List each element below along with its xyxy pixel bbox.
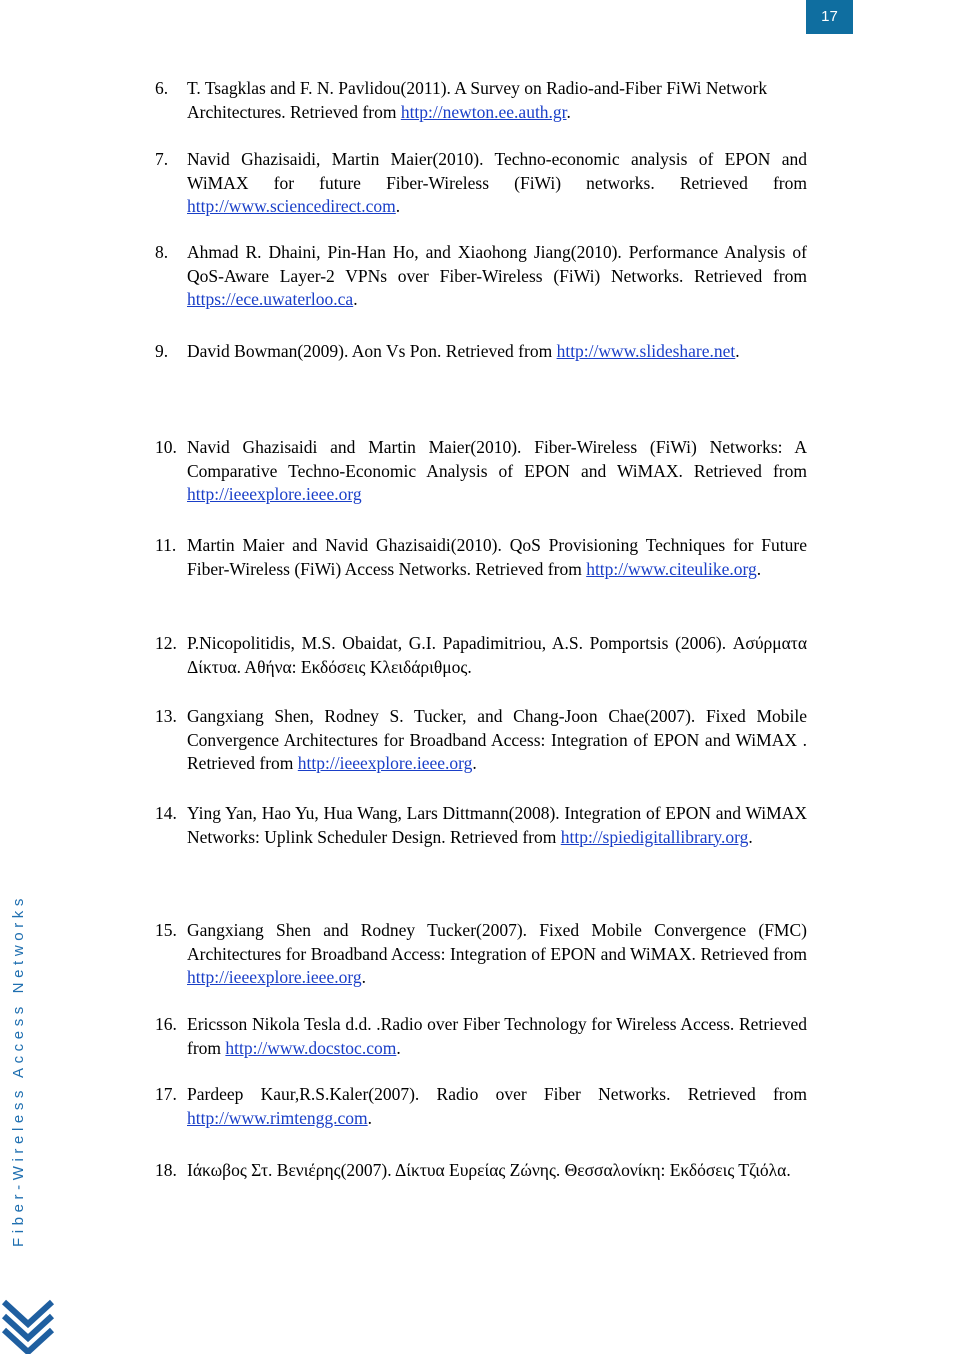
reference-text: Pardeep Kaur,R.S.Kaler(2007). Radio over Fiber Networks. Retrieved from http://www.rimtengg.com.	[187, 1084, 807, 1128]
reference-text: Gangxiang Shen and Rodney Tucker(2007). Fixed Mobile Convergence (FMC) Architectures for Broadband Access: Integration of EPON and WiMAX. Retrieved from http://ieeexplore.ieee.org.	[187, 920, 807, 987]
reference-link[interactable]: http://newton.ee.auth.gr	[400, 101, 567, 122]
reference-link[interactable]: http://www.docstoc.com	[225, 1037, 397, 1058]
reference-number: 8.	[155, 242, 169, 262]
reference-link[interactable]: https://ece.uwaterloo.ca	[187, 289, 354, 309]
reference-number: 9.	[155, 341, 169, 361]
reference-text: Gangxiang Shen, Rodney S. Tucker, and Chang-Joon Chae(2007). Fixed Mobile Convergence Architectures for Broadband Access: Integration of EPON and WiMAX . Retrieved from http://ieeexplore.ieee.org.	[187, 706, 807, 773]
reference-number: 10.	[155, 437, 177, 457]
reference-text: Navid Ghazisaidi and Martin Maier(2010). Fiber-Wireless (FiWi) Networks: A Comparative Techno-Economic Analysis of EPON and WiMAX. Retrieved from http://ieeexplore.ieee.org	[187, 437, 807, 504]
reference-number: 14.	[155, 803, 177, 823]
reference-link[interactable]: http://ieeexplore.ieee.org	[187, 484, 362, 504]
reference-number: 6.	[155, 78, 169, 98]
reference-text: Ericsson Nikola Tesla d.d. .Radio over Fiber Technology for Wireless Access. Retrieved from http://www.docstoc.com.	[187, 1014, 807, 1058]
reference-number: 17.	[155, 1084, 177, 1104]
reference-number: 11.	[155, 535, 177, 555]
reference-number: 7.	[155, 149, 169, 169]
reference-number: 16.	[155, 1014, 177, 1034]
reference-text: Ιάκωβος Στ. Βενιέρης(2007). Δίκτυα Ευρείας Ζώνης. Θεσσαλονίκη: Εκδόσεις Τζιόλα.	[187, 1160, 791, 1180]
reference-number: 12.	[155, 633, 177, 653]
reference-link[interactable]: http://www.rimtengg.com	[187, 1107, 368, 1128]
reference-text: Martin Maier and Navid Ghazisaidi(2010). QoS Provisioning Techniques for Future Fiber-Wireless (FiWi) Access Networks. Retrieved from http://www.citeulike.org.	[187, 535, 807, 579]
reference-link[interactable]: http://ieeexplore.ieee.org	[187, 967, 362, 987]
reference-text: T. Tsagklas and F. N. Pavlidou(2011). A Survey on Radio-and-Fiber FiWi Network Architectures. Retrieved from http://newton.ee.auth.gr.	[187, 78, 768, 122]
reference-text: Ahmad R. Dhaini, Pin-Han Ho, and Xiaohong Jiang(2010). Performance Analysis of QoS-Aware Layer-2 VPNs over Fiber-Wireless (FiWi) Networks. Retrieved from https://ece.uwaterloo.ca.	[187, 242, 807, 309]
chevron-down-icon	[0, 1294, 56, 1354]
reference-link[interactable]: http://www.slideshare.net	[556, 341, 736, 361]
reference-link[interactable]: http://www.sciencedirect.com	[187, 196, 396, 216]
reference-link[interactable]: http://www.citeulike.org	[586, 558, 757, 579]
reference-number: 13.	[155, 706, 177, 726]
page-number-badge: 17	[806, 0, 853, 34]
reference-link[interactable]: http://spiedigitallibrary.org	[560, 826, 749, 847]
reference-number: 18.	[155, 1160, 177, 1180]
reference-number: 15.	[155, 920, 177, 940]
sidebar-title-text: Fiber-Wireless Access Networks	[9, 893, 27, 1247]
reference-text: Ying Yan, Hao Yu, Hua Wang, Lars Dittmann(2008). Integration of EPON and WiMAX Networks: Uplink Scheduler Design. Retrieved from http://spiedigitallibrary.org.	[187, 803, 807, 847]
reference-text: David Bowman(2009). Aon Vs Pon. Retrieved from http://www.slideshare.net.	[187, 341, 740, 361]
reference-text: Navid Ghazisaidi, Martin Maier(2010). Techno-economic analysis of EPON and WiMAX for future Fiber-Wireless (FiWi) networks. Retrieved from http://www.sciencedirect.com.	[187, 149, 807, 216]
sidebar-vertical-title	[3, 862, 33, 1247]
reference-text: P.Nicopolitidis, M.S. Obaidat, G.I. Papadimitriou, A.S. Pomportsis (2006). Ασύρματα Δίκτυα. Αθήνα: Εκδόσεις Κλειδάριθμος.	[187, 633, 807, 677]
reference-link[interactable]: http://ieeexplore.ieee.org	[297, 753, 473, 773]
